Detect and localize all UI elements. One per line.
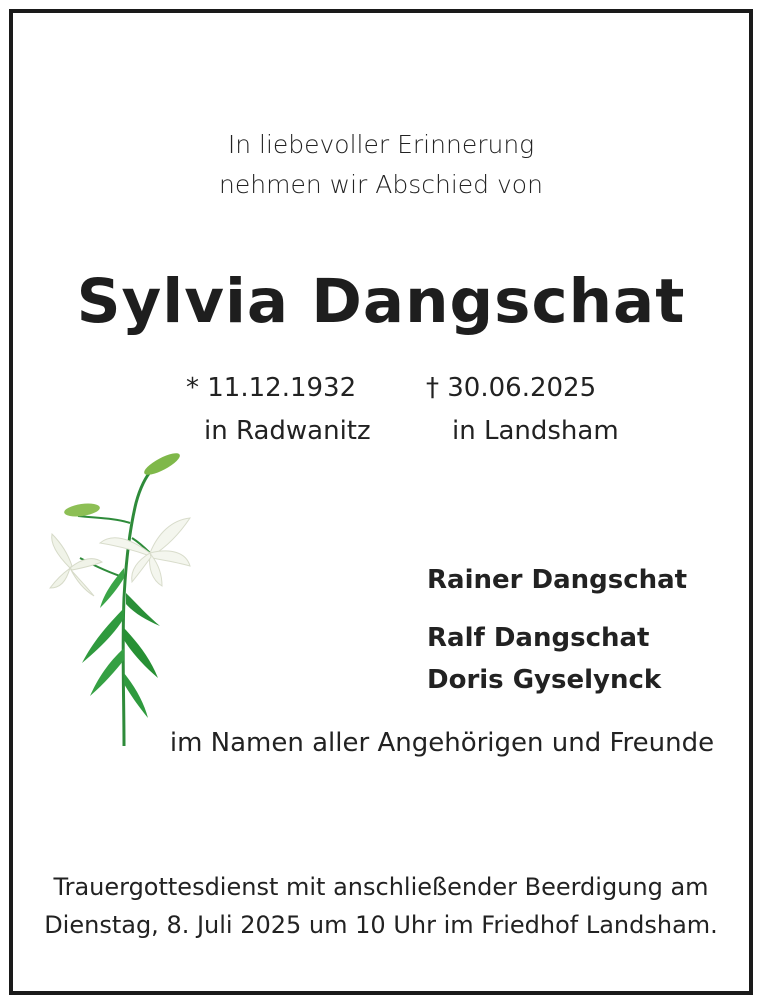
birth-info [186, 367, 371, 453]
intro-text [0, 125, 762, 205]
lily-flower-icon [40, 448, 200, 748]
service-info [0, 868, 762, 944]
death-place: in Landsham [452, 416, 619, 446]
intro-line-2: nehmen wir Abschied von [219, 170, 543, 199]
birth-place: in Radwanitz [204, 416, 371, 446]
family-note: im Namen aller Angehörigen und Freunde [169, 728, 715, 758]
birth-date: * 11.12.1932 [186, 373, 357, 403]
service-line-1: Trauergottesdienst mit anschließender Beerdigung am [53, 873, 709, 901]
mourners-list [427, 559, 687, 701]
mourner-name: Rainer Dangschat [427, 565, 688, 595]
mourner-gap [427, 601, 687, 617]
service-line-2: Dienstag, 8. Juli 2025 um 10 Uhr im Friedhof Landsham. [44, 911, 718, 939]
death-info [426, 367, 619, 453]
deceased-name: Sylvia Dangschat [76, 266, 686, 337]
death-date: † 30.06.2025 [426, 373, 597, 403]
mourner-name: Ralf Dangschat [427, 623, 650, 653]
intro-line-1: In liebevoller Erinnerung [227, 130, 535, 159]
mourner-name: Doris Gyselynck [427, 665, 662, 695]
